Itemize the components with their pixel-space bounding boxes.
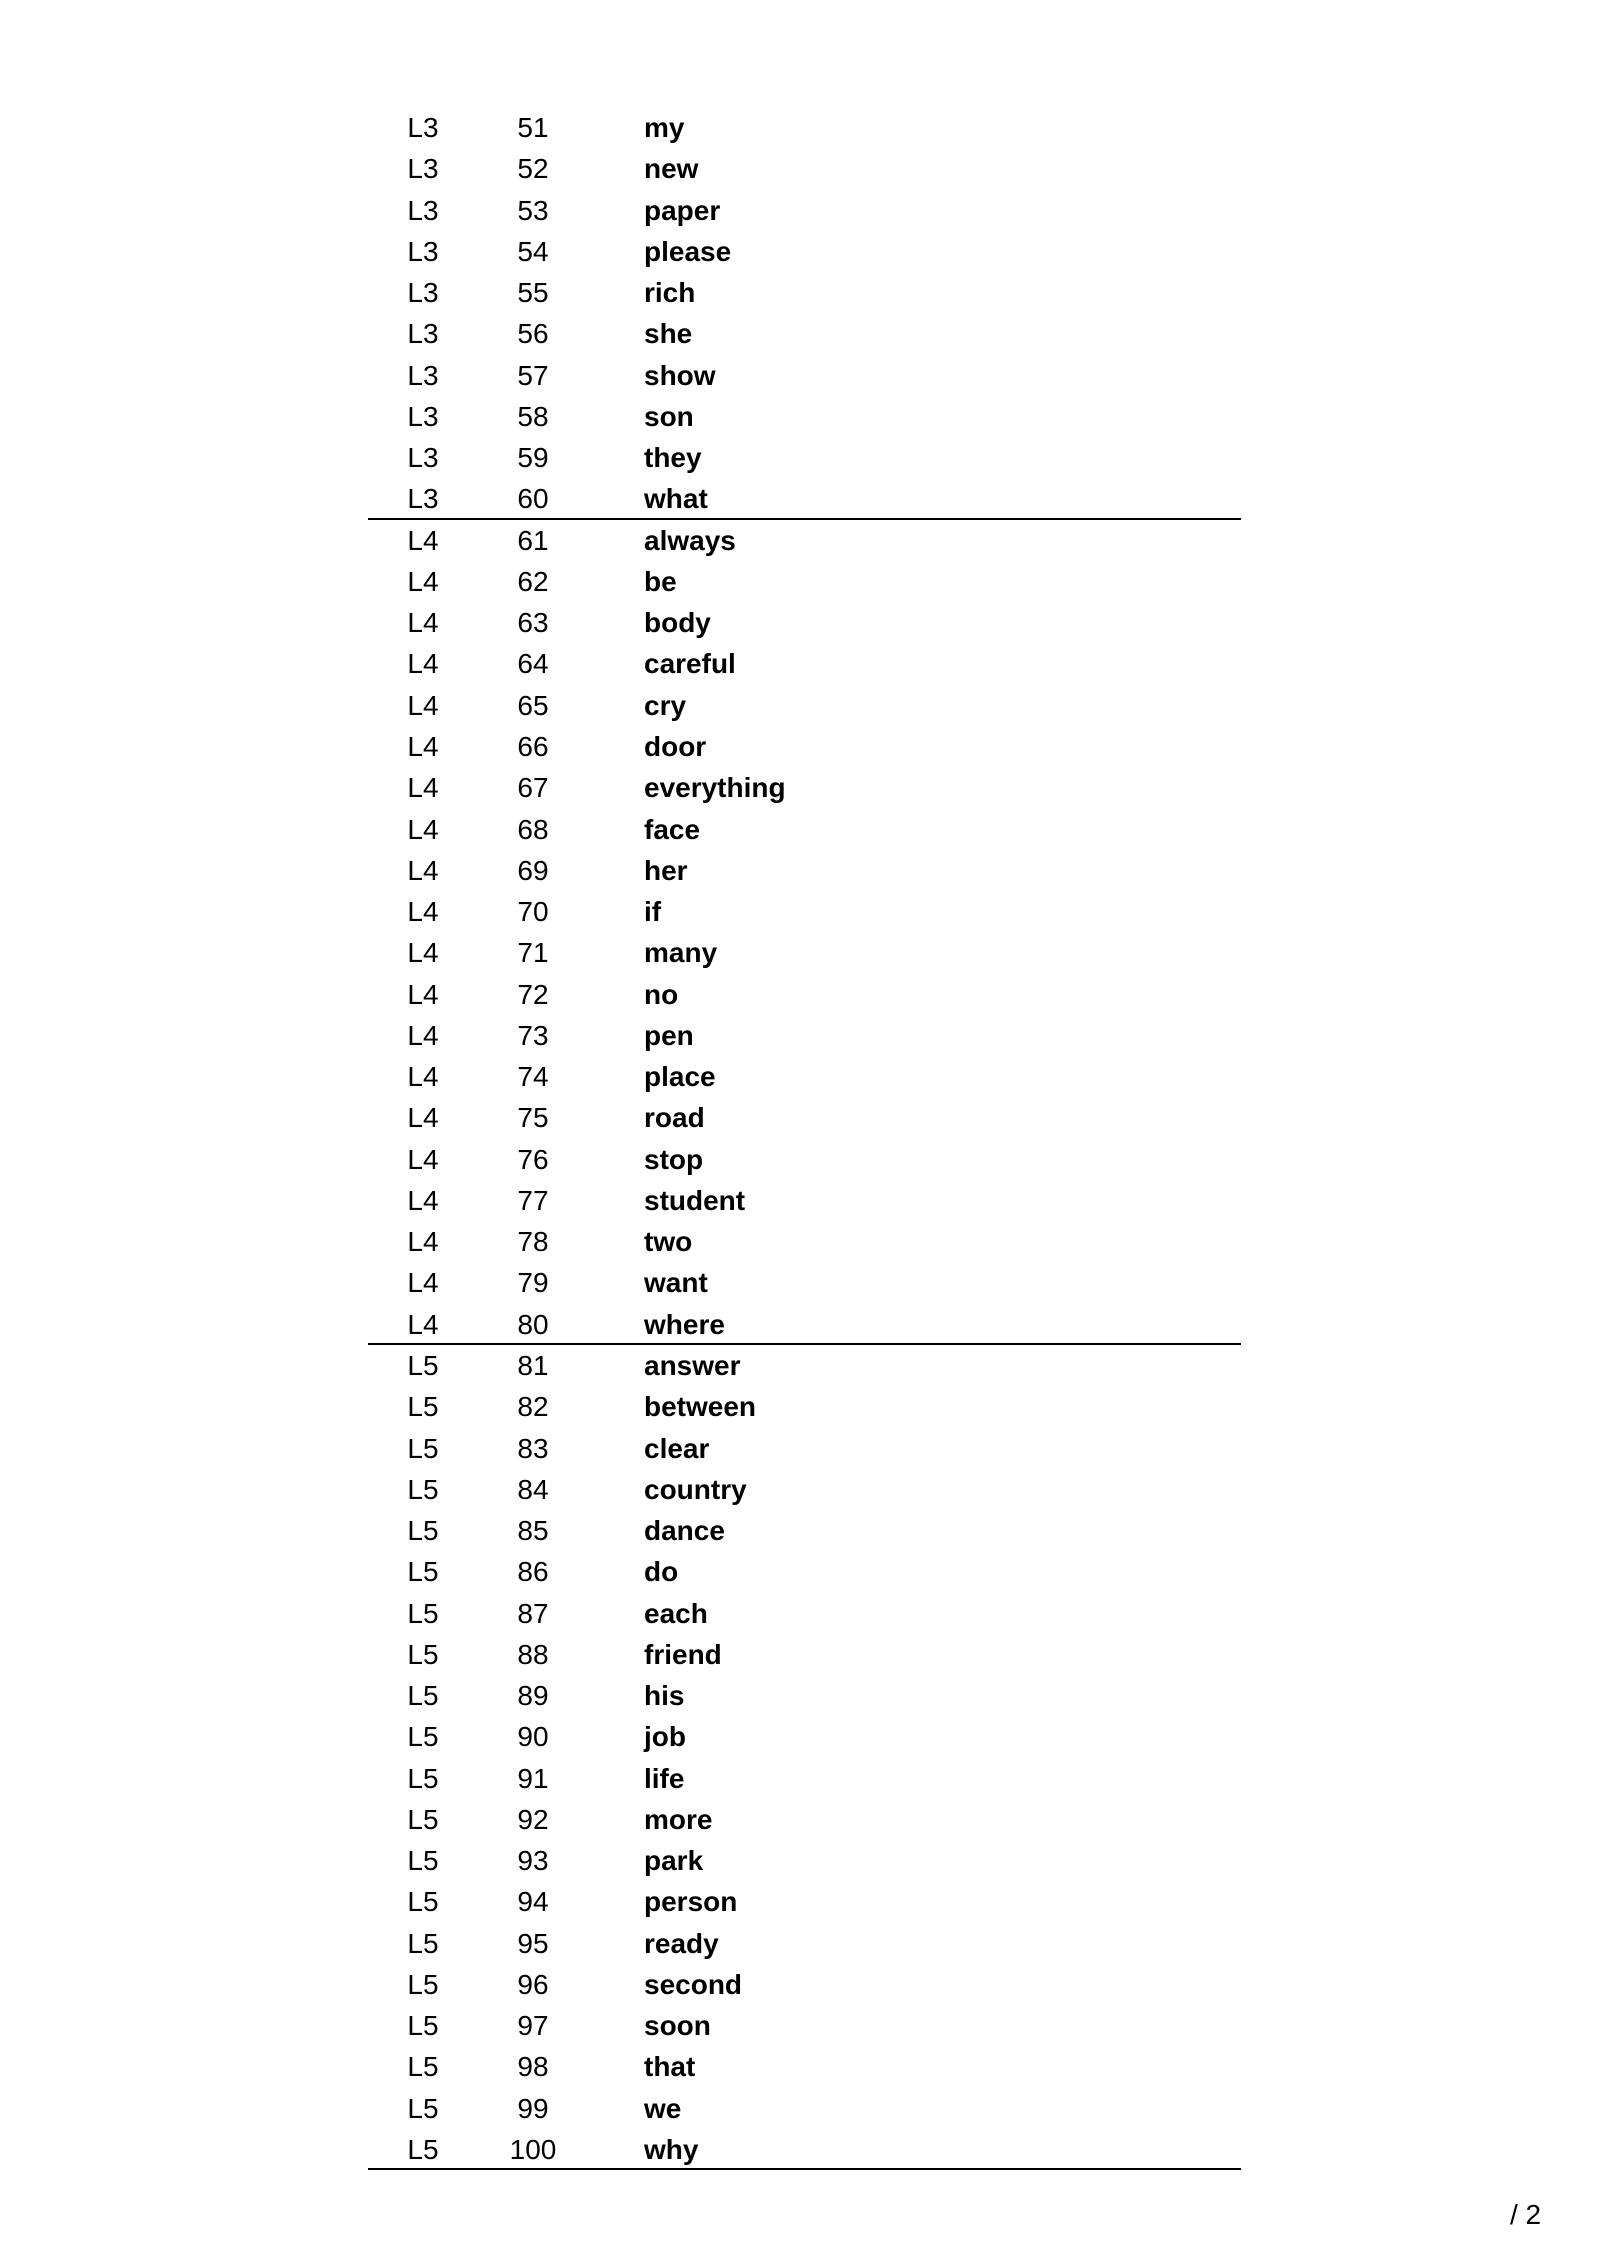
table-row <box>368 1551 1241 1592</box>
word-cell: road <box>644 1102 705 1134</box>
number-cell: 93 <box>517 1845 549 1877</box>
table-row <box>368 396 1241 437</box>
level-cell: L4 <box>407 937 439 969</box>
table-row <box>368 1221 1241 1262</box>
table-row <box>368 1262 1241 1303</box>
number-cell: 100 <box>509 2134 557 2166</box>
word-cell: always <box>644 524 736 556</box>
level-cell: L4 <box>407 565 439 597</box>
table-row <box>368 437 1241 478</box>
number-cell: 86 <box>517 1556 549 1588</box>
word-cell: two <box>644 1226 693 1258</box>
number-cell: 61 <box>517 524 549 556</box>
word-cell: new <box>644 153 699 185</box>
level-cell: L4 <box>407 1102 439 1134</box>
table-row <box>368 1304 1241 1345</box>
level-cell: L5 <box>407 1432 439 1464</box>
number-cell: 66 <box>517 730 549 762</box>
table-row <box>368 850 1241 891</box>
table-row <box>368 1634 1241 1675</box>
word-cell: please <box>644 235 732 267</box>
table-row <box>368 767 1241 808</box>
word-cell: stop <box>644 1143 704 1175</box>
word-cell: what <box>644 483 708 515</box>
table-row <box>368 1964 1241 2005</box>
table-row <box>368 1840 1241 1881</box>
table-row <box>368 1345 1241 1386</box>
table-row <box>368 1386 1241 1427</box>
number-cell: 59 <box>517 442 549 474</box>
number-cell: 76 <box>517 1143 549 1175</box>
table-row <box>368 974 1241 1015</box>
table-row <box>368 2046 1241 2087</box>
word-cell: life <box>644 1762 685 1794</box>
table-row <box>368 685 1241 726</box>
table-row <box>368 2088 1241 2129</box>
level-cell: L5 <box>407 2051 439 2083</box>
word-cell: clear <box>644 1432 710 1464</box>
table-row <box>368 602 1241 643</box>
table-row <box>368 190 1241 231</box>
word-cell: my <box>644 112 685 143</box>
number-cell: 73 <box>517 1019 549 1051</box>
word-cell: person <box>644 1886 738 1918</box>
table-row <box>368 231 1241 272</box>
level-cell: L5 <box>407 1721 439 1753</box>
word-cell: cry <box>644 689 687 721</box>
table-row <box>368 726 1241 767</box>
table-row <box>368 313 1241 354</box>
level-cell: L5 <box>407 1391 439 1423</box>
number-cell: 78 <box>517 1226 549 1258</box>
level-cell: L4 <box>407 854 439 886</box>
table-row <box>368 1758 1241 1799</box>
table-row <box>368 1428 1241 1469</box>
table-row <box>368 1139 1241 1180</box>
number-cell: 79 <box>517 1267 549 1299</box>
word-table <box>368 107 1241 2170</box>
level-cell: L4 <box>407 730 439 762</box>
number-cell: 64 <box>517 648 549 680</box>
table-row <box>368 643 1241 684</box>
word-cell: where <box>644 1308 725 1340</box>
number-cell: 96 <box>517 1968 549 2000</box>
level-cell: L4 <box>407 1061 439 1093</box>
word-cell: everything <box>644 772 786 804</box>
word-cell: be <box>644 565 677 597</box>
number-cell: 70 <box>517 896 549 928</box>
number-cell: 77 <box>517 1184 549 1216</box>
number-cell: 84 <box>517 1473 549 1505</box>
level-cell: L4 <box>407 648 439 680</box>
number-cell: 69 <box>517 854 549 886</box>
table-row <box>368 272 1241 313</box>
level-cell: L5 <box>407 2092 439 2124</box>
word-cell: soon <box>644 2010 711 2042</box>
level-cell: L3 <box>407 194 439 226</box>
word-cell: paper <box>644 194 721 226</box>
level-cell: L4 <box>407 813 439 845</box>
number-cell: 88 <box>517 1638 549 1670</box>
table-row <box>368 2005 1241 2046</box>
table-row <box>368 148 1241 189</box>
number-cell: 71 <box>517 937 549 969</box>
word-cell: rich <box>644 277 696 309</box>
number-cell: 56 <box>517 318 549 350</box>
table-row <box>368 1675 1241 1716</box>
level-cell: L5 <box>407 1680 439 1712</box>
word-cell: she <box>644 318 693 350</box>
number-cell: 65 <box>517 689 549 721</box>
number-cell: 72 <box>517 978 549 1010</box>
word-cell: answer <box>644 1349 741 1381</box>
number-cell: 75 <box>517 1102 549 1134</box>
table-row <box>368 2129 1241 2170</box>
number-cell: 67 <box>517 772 549 804</box>
word-cell: that <box>644 2051 696 2083</box>
number-cell: 57 <box>517 359 549 391</box>
number-cell: 74 <box>517 1061 549 1093</box>
level-cell: L3 <box>407 277 439 309</box>
level-cell: L4 <box>407 524 439 556</box>
number-cell: 92 <box>517 1803 549 1835</box>
word-cell: show <box>644 359 716 391</box>
level-cell: L5 <box>407 1762 439 1794</box>
level-cell: L4 <box>407 689 439 721</box>
word-cell: dance <box>644 1515 725 1547</box>
word-cell: face <box>644 813 701 845</box>
word-cell: his <box>644 1680 685 1712</box>
level-cell: L4 <box>407 772 439 804</box>
number-cell: 63 <box>517 607 549 639</box>
level-cell: L4 <box>407 1143 439 1175</box>
level-cell: L4 <box>407 1226 439 1258</box>
number-cell: 89 <box>517 1680 549 1712</box>
table-row <box>368 355 1241 396</box>
number-cell: 91 <box>517 1762 549 1794</box>
word-cell: we <box>644 2092 682 2124</box>
table-row <box>368 520 1241 561</box>
number-cell: 95 <box>517 1927 549 1959</box>
level-cell: L5 <box>407 1473 439 1505</box>
level-cell: L5 <box>407 1349 439 1381</box>
word-cell: friend <box>644 1638 722 1670</box>
table-row <box>368 932 1241 973</box>
number-cell: 68 <box>517 813 549 845</box>
level-cell: L4 <box>407 1308 439 1340</box>
number-cell: 51 <box>517 112 549 143</box>
word-cell: why <box>644 2134 699 2166</box>
word-cell: pen <box>644 1019 694 1051</box>
level-cell: L5 <box>407 1556 439 1588</box>
word-cell: job <box>644 1721 686 1753</box>
table-row <box>368 1593 1241 1634</box>
word-cell: ready <box>644 1927 719 1959</box>
level-cell: L5 <box>407 1886 439 1918</box>
level-cell: L4 <box>407 896 439 928</box>
table-row <box>368 891 1241 932</box>
level-cell: L3 <box>407 112 439 143</box>
level-cell: L3 <box>407 235 439 267</box>
table-row <box>368 107 1241 148</box>
level-cell: L4 <box>407 1184 439 1216</box>
level-cell: L5 <box>407 1845 439 1877</box>
number-cell: 82 <box>517 1391 549 1423</box>
number-cell: 98 <box>517 2051 549 2083</box>
level-cell: L5 <box>407 2134 439 2166</box>
level-cell: L4 <box>407 1267 439 1299</box>
number-cell: 94 <box>517 1886 549 1918</box>
word-cell: second <box>644 1968 743 2000</box>
word-cell: many <box>644 937 718 969</box>
level-cell: L4 <box>407 1019 439 1051</box>
table-row <box>368 1097 1241 1138</box>
table-row <box>368 1180 1241 1221</box>
page-number: / 2 <box>1510 2199 1542 2230</box>
level-cell: L3 <box>407 153 439 185</box>
level-cell: L3 <box>407 400 439 432</box>
word-cell: careful <box>644 648 736 680</box>
table-row <box>368 1923 1241 1964</box>
word-cell: want <box>644 1267 708 1299</box>
word-cell: student <box>644 1184 746 1216</box>
word-cell: more <box>644 1803 713 1835</box>
number-cell: 62 <box>517 565 549 597</box>
table-row <box>368 1469 1241 1510</box>
number-cell: 54 <box>517 235 549 267</box>
number-cell: 81 <box>517 1349 549 1381</box>
word-cell: between <box>644 1391 757 1423</box>
table-row <box>368 1716 1241 1757</box>
number-cell: 87 <box>517 1597 549 1629</box>
word-cell: son <box>644 400 694 432</box>
table-row <box>368 1510 1241 1551</box>
word-cell: country <box>644 1473 747 1505</box>
number-cell: 55 <box>517 277 549 309</box>
table-row <box>368 1881 1241 1922</box>
level-cell: L4 <box>407 978 439 1010</box>
number-cell: 90 <box>517 1721 549 1753</box>
number-cell: 97 <box>517 2010 549 2042</box>
word-cell: place <box>644 1061 716 1093</box>
level-cell: L3 <box>407 483 439 515</box>
level-cell: L4 <box>407 607 439 639</box>
number-cell: 53 <box>517 194 549 226</box>
level-cell: L5 <box>407 1638 439 1670</box>
table-row <box>368 1015 1241 1056</box>
level-cell: L5 <box>407 1968 439 2000</box>
number-cell: 60 <box>517 483 549 515</box>
number-cell: 80 <box>517 1308 549 1340</box>
word-cell: no <box>644 978 679 1010</box>
level-cell: L5 <box>407 1803 439 1835</box>
level-cell: L3 <box>407 318 439 350</box>
word-cell: body <box>644 607 711 639</box>
word-cell: do <box>644 1556 679 1588</box>
number-cell: 83 <box>517 1432 549 1464</box>
table-row <box>368 809 1241 850</box>
table-row <box>368 561 1241 602</box>
table-row <box>368 478 1241 519</box>
level-cell: L5 <box>407 1597 439 1629</box>
word-cell: each <box>644 1597 708 1629</box>
number-cell: 85 <box>517 1515 549 1547</box>
word-cell: park <box>644 1845 704 1877</box>
word-cell: they <box>644 442 702 474</box>
word-cell: her <box>644 854 688 886</box>
number-cell: 58 <box>517 400 549 432</box>
table-row <box>368 1799 1241 1840</box>
number-cell: 99 <box>517 2092 549 2124</box>
level-cell: L3 <box>407 442 439 474</box>
table-row <box>368 1056 1241 1097</box>
number-cell: 52 <box>517 153 549 185</box>
level-cell: L5 <box>407 1515 439 1547</box>
level-cell: L5 <box>407 2010 439 2042</box>
level-cell: L5 <box>407 1927 439 1959</box>
word-cell: if <box>644 896 662 928</box>
level-cell: L3 <box>407 359 439 391</box>
word-cell: door <box>644 730 707 762</box>
